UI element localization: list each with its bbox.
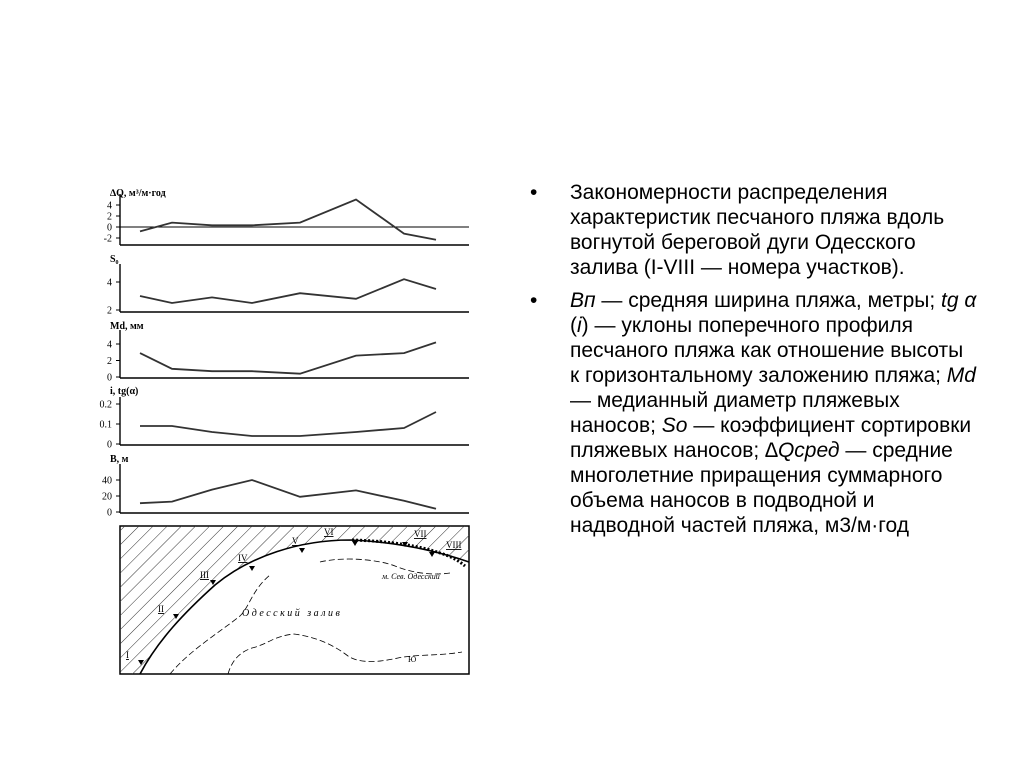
y-axis-label: ∆Q, м³/м·год xyxy=(110,188,166,199)
section-label: VIII xyxy=(446,540,462,550)
bullet-text: — коэффициент сортировки пляжевых наносов; xyxy=(570,414,972,462)
y-tick-label: 4 xyxy=(107,200,112,212)
series-line xyxy=(140,200,436,240)
bullet-glyph: • xyxy=(530,181,538,204)
bullet-text: — медианный диаметр пляжевых наносов; xyxy=(570,389,900,437)
y-tick-label: 2 xyxy=(107,211,112,223)
bullet-text: Bп xyxy=(570,289,596,312)
bullet-text: ) — уклоны поперечного профиля песчаного пляжа как отношение высоты к горизонтальному заложению пляжа; xyxy=(570,314,964,387)
bullet-text: — средняя ширина пляжа, метры; xyxy=(595,289,942,312)
chart-panel xyxy=(107,254,469,317)
y-tick-label: 40 xyxy=(102,475,112,487)
bullet-text: ∆Qсред xyxy=(765,439,840,462)
y-axis-label: Md, мм xyxy=(110,321,144,332)
series-line xyxy=(140,279,436,303)
y-tick-label: 4 xyxy=(107,277,112,289)
y-tick-label: 4 xyxy=(107,339,112,351)
chart-panel xyxy=(107,321,469,384)
y-tick-label: 2 xyxy=(107,356,112,367)
bullet-text: — средние многолетние приращения суммарного объема наносов в подводной и надводной частей пляжа, м3/м·год xyxy=(570,439,953,537)
y-tick-label: 20 xyxy=(102,491,112,503)
section-label: III xyxy=(200,570,209,580)
chart-panel xyxy=(102,454,469,519)
bullet-text: tg α xyxy=(941,289,977,312)
cape-label: м. Сев. Одесский xyxy=(382,572,440,581)
section-label: V xyxy=(292,536,299,546)
section-label: IV xyxy=(238,553,248,563)
y-tick-label: 0.1 xyxy=(99,419,112,431)
y-tick-label: 0 xyxy=(107,507,112,519)
bullet-text: ( xyxy=(570,314,577,337)
odessa-bay-map xyxy=(120,526,469,674)
y-tick-label: 0 xyxy=(107,439,112,451)
section-label: I xyxy=(126,650,129,660)
y-axis-label: S₀ xyxy=(110,254,119,265)
section-label: II xyxy=(158,604,164,614)
y-tick-label: 2 xyxy=(107,305,112,317)
y-tick-label: 0 xyxy=(107,372,112,384)
series-line xyxy=(140,480,436,509)
y-tick-label: -2 xyxy=(103,233,112,245)
bullet-text: i xyxy=(577,314,582,337)
y-tick-label: 0.2 xyxy=(99,399,112,411)
bullet-text: Закономерности распределения характеристик песчаного пляжа вдоль вогнутой береговой дуги Одесского залива (I-VIII — номера участков). xyxy=(570,181,945,279)
y-tick-label: 0 xyxy=(107,222,112,234)
series-line xyxy=(140,342,436,373)
y-axis-label: i, tg(α) xyxy=(110,386,139,397)
bullet-glyph: • xyxy=(530,289,538,312)
bullet-text: So xyxy=(661,414,688,437)
bullet-text: Md xyxy=(946,364,976,387)
bay-label: Одесский залив xyxy=(242,608,343,619)
y-axis-label: В, м xyxy=(110,454,129,465)
series-line xyxy=(140,412,436,436)
south-label: Ю xyxy=(408,655,417,664)
section-label: VI xyxy=(324,527,334,537)
chart-panel xyxy=(104,188,469,245)
chart-stack xyxy=(100,188,470,519)
chart-panel xyxy=(100,386,470,451)
section-label: VII xyxy=(414,529,427,539)
